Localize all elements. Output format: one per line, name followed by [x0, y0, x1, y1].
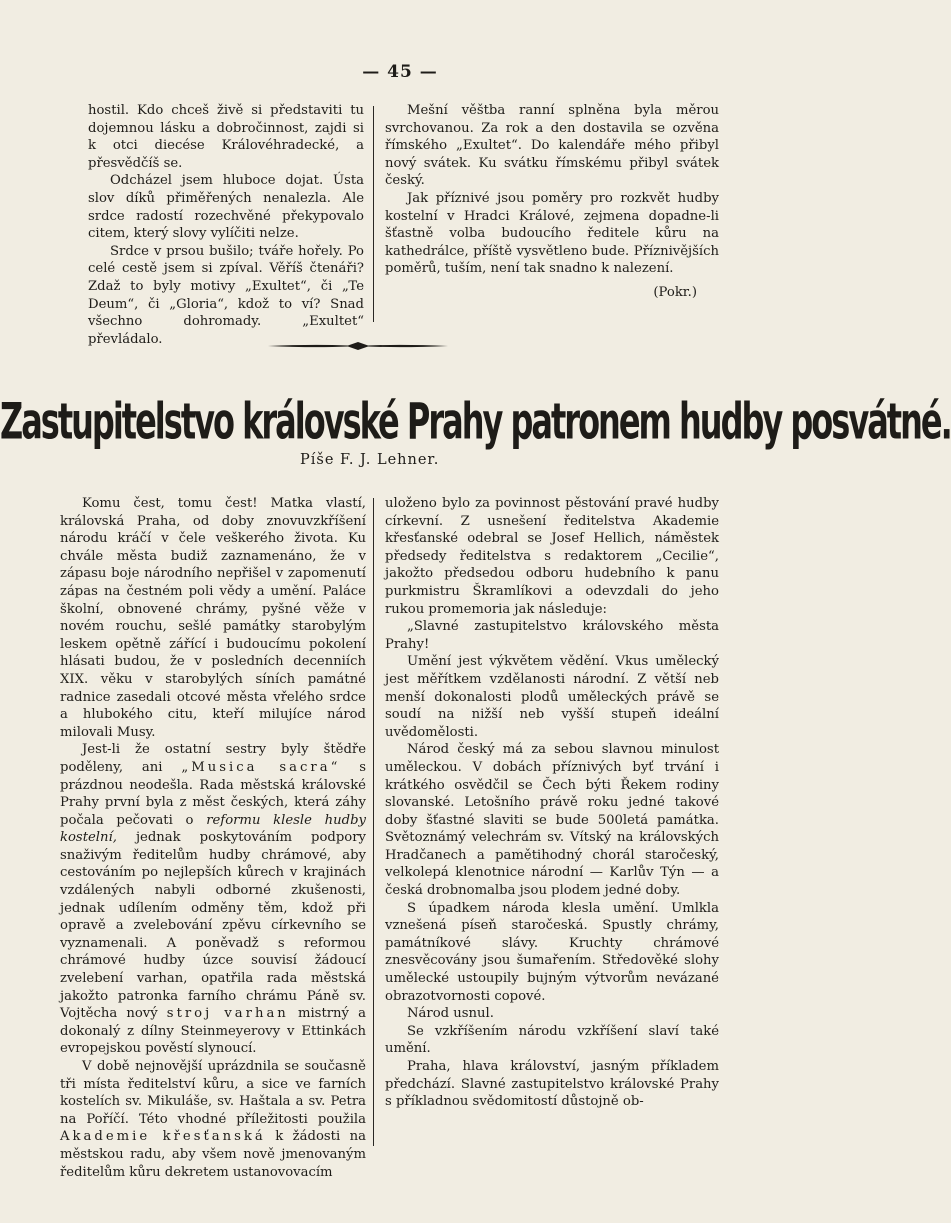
paragraph: Umění jest výkvětem vědění. Vkus umělecký jest měřítkem vzdělanosti národní. Z větší neb menší dokonalosti plodů uměleckých právě se soudí na nižší neb vyšší stupeň ideální uvědomělosti. [385, 654, 719, 740]
continuation-right-column [385, 102, 719, 302]
paragraph: uloženo bylo za povinnost pěstování pravé hudby církevní. Z usnešení ředitelstva Akademie křesťanské odebral se Josef Hellich, náměstek předsedy ředitelstva s redaktorem „Cecilie“, jakožto předsedou odboru hudebního k panu purkmistru Škramlíkovi a odevzdali do jeho rukou promemoria jak následuje: [385, 496, 719, 617]
paragraph: Národ český má za sebou slavnou minulost uměleckou. V dobách příznivých byť trvání i krátkého osvědčil se Čech býti Řekem rodiny slovanské. Letošního právě roku jedné takové doby šťastné slaviti se bude 500letá památka. Světoznámý velechrám sv. Vítský na královských Hradčanech a pamětihodný chorál staročeský, velkolepá klenotnice národní — Karlův Týn — a česká drobnomalba jsou plodem jedné doby. [385, 742, 719, 899]
text-run: mistrný a dokonalý z dílny Steinmeyerovy v Ettinkách evropejskou pověstí slynoucí. [60, 1006, 366, 1057]
emphasized-text: „Musica sacra“ [181, 759, 341, 775]
paragraph: „Slavné zastupitelstvo královského města Prahy! [385, 619, 719, 652]
paragraph: hostil. Kdo chceš živě si představiti tu dojemnou lásku a dobročinnost, zajdi si k otci diecése Královéhradecké, a přesvědčíš se. [88, 103, 364, 171]
text-run: Jest-li že ostatní sestry byly štědře poděleny, ani [60, 742, 366, 775]
emphasized-text: stroj varhan [166, 1006, 289, 1022]
column-divider [373, 106, 374, 322]
article-left-column [60, 495, 366, 1181]
ornament-divider [268, 340, 448, 352]
text-run: k žádosti na městskou radu, aby všem nově jmenovaným ředitelům kůru dekretem ustanovovacím [60, 1129, 366, 1180]
paragraph: Se vzkříšením národu vzkříšení slaví také umění. [385, 1023, 719, 1057]
paragraph: Praha, hlava království, jasným příkladem předchází. Slavné zastupitelstvo královské Prahy s příkladnou svědomitostí důstojně ob- [385, 1059, 719, 1110]
paragraph [60, 1058, 366, 1181]
text-run: V době nejnovější uprázdnila se současně tři místa ředitelství kůru, a sice ve farních kostelích sv. Mikuláše, sv. Haštala a sv. Petra na Poříčí. Této vhodné příležitosti použila [60, 1059, 366, 1127]
column-divider [373, 498, 374, 1146]
page-number: — 45 — [362, 62, 438, 82]
paragraph: Jak příznivé jsou poměry pro rozkvět hudby kostelní v Hradci Králové, zejmena dopadne-li šťastně volba budoucího ředitele kůru na kathedrálce, příště vysvětleno bude. Příznivějších poměrů, tuším, není tak snadno k nalezení. [385, 190, 719, 277]
paragraph: Komu čest, tomu čest! Matka vlastí, královská Praha, od doby znovuvzkříšení národu kráčí v čele veškerého života. Ku chvále města budiž zaznamenáno, že v zápasu boje národního nepřišel v zapomenutí zápas na čestném poli vědy a umění. Paláce školní, obnovené chrámy, pyšné věže v novém rouchu, sešlé památky starobylým leskem opětně zářící i budoucímu pokolení hlásati budou, že v posledních decenniích XIX. věku v starobylých síních památné radnice zasedali otcové města vřelého srdce a hlubokého citu, kteří milujíce národ milovali Musy. [60, 496, 366, 740]
paragraph: Odcházel jsem hluboce dojat. Ústa slov díků přiměřených nenalezla. Ale srdce radostí rozechvěné překypovalo citem, který slovy vylíčiti nelze. [88, 173, 364, 242]
italic-text: reformu klesle hudby kostelní, [60, 812, 366, 846]
paragraph: Srdce v prsou bušilo; tváře hořely. Po celé cestě jsem si zpíval. Věříš čtenáři? Zdaž to byly motivy „Exultet“, či „Te Deum“, či „Gloria“, kdož to ví? Snad všechno dohromady. „Exultet“ převládalo. [88, 243, 364, 347]
paragraph [60, 741, 366, 1058]
paragraph: Mešní věštba ranní splněna byla měrou svrchovanou. Za rok a den dostavila se ozvěna římského „Exultet“. Do kalendáře mého přibyl nový svátek. Ku svátku římskému přibyl svátek český. [385, 103, 719, 189]
article-right-column [385, 495, 719, 1111]
to-be-continued-note: (Pokr.) [653, 284, 697, 300]
paragraph: Národ usnul. [407, 1006, 494, 1022]
text-run: jednak poskytováním podpory snaživým ředitelům hudby chrámové, aby cestováním po nejlepších kůrech v krajinách vzdálených nabyli odborné zkušenosti, jednak udílením odměny těm, kdož při opravě a zvelebování zpěvu církevního se vyznamenali. A poněvadž s reformou chrámové hudby úzce souvisí žádoucí zvelebení varhan, opatřila rada městská jakožto patronka farního chrámu Páně sv. Vojtěcha nový [60, 830, 366, 1022]
text-run: s prázdnou neodešla. Rada městská královské Prahy první byla z měst českých, která záhy počala pečovati o [60, 759, 366, 828]
continuation-left-column [88, 102, 364, 348]
emphasized-text: Akademie křesťanská [60, 1129, 266, 1145]
article-author: Píše F. J. Lehner. [300, 452, 440, 468]
article-title: Zastupitelstvo královské Prahy patronem hudby posvátné. [0, 392, 951, 451]
paragraph: S úpadkem národa klesla umění. Umlkla vznešená píseň staročeská. Spustly chrámy, památníkové slávy. Kruchty chrámové znesvěcovány jsou šumařením. Středověké slohy umělecké ustoupily bujným výtvorům nevázané obrazotvornosti copové. [385, 900, 719, 1004]
